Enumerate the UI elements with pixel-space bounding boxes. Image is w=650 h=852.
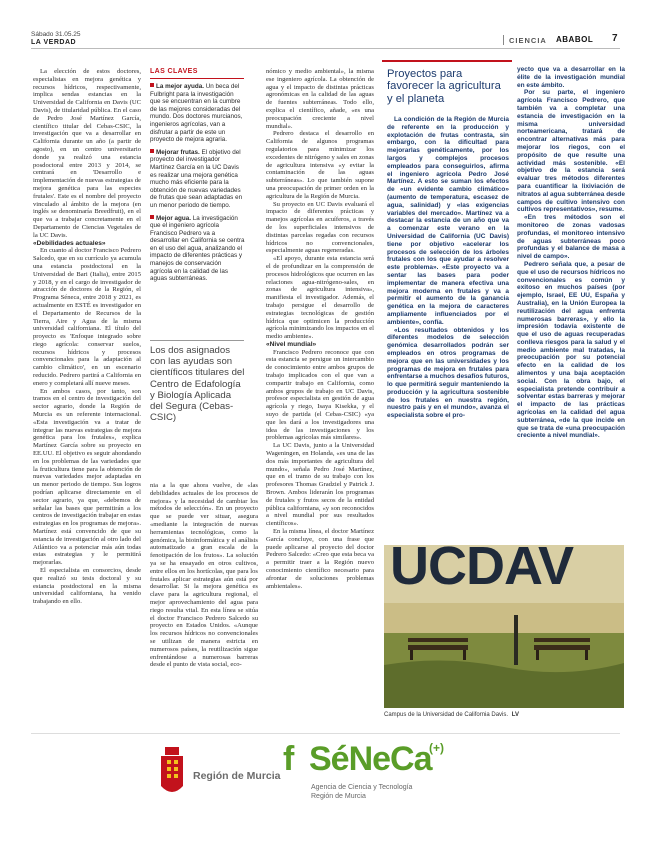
clave-1-key: La mejor ayuda. <box>156 83 204 90</box>
header-newspaper: LA VERDAD <box>31 39 77 46</box>
col1-paragraph-2: En cuanto al doctor Francisco Pedrero Salcedo, que en su currículo ya acumula una estancia postdoctoral en la Universidad de Bari (Italia), entre 2015 y 2018, y en el cargo de investigador de atracción de doctores de la Región, el Programa Séneca, entre 2018 y 2021, es actualmente en ESTÉ es investigador en el Departamento de Recursos de la Tierra, Aire y Agua de la misma universidad californiana. El título del proyecto es 'Enfoque integrado sobre riego agrícola: conservar suelos, recursos hídricos y procesos convencionales para la adaptación al cambio climático', en un escenario reducido. Pedrero partirá a California en enero y completará allí nueve meses. <box>33 247 141 387</box>
col1-paragraph-4: El especialista en consorcios, desde que realizó su tesis doctoral y su estancia postdoctoral en la misma universidad californiana, ha venido trabajando en ello. <box>33 567 141 606</box>
campus-photo <box>384 536 624 708</box>
col5-paragraph-2: Por su parte, el ingeniero agrícola Francisco Pedrero, que también va a completar una estancia de investigación en la misma universidad norteamericana, tratará de encontrar alternativas más para mejorar los riegos, con el propósito de que resulte una actividad más sostenible. «El objetivo de la estancia será evaluar tres métodos diferentes para cuantificar la lixiviación de nitratos al agua subterránea desde campos de cultivo intensivo con cultivos representativos», resume. <box>517 89 625 214</box>
header-date: Sábado 31.05.25 <box>31 31 81 38</box>
clave-2-key: Mejorar frutas. <box>156 148 200 156</box>
feature-title: Proyectos para favorecer la agricultura y el planeta <box>387 68 501 105</box>
col5-paragraph-3: «En tres métodos son el monitoreo de zonas vadosas profundas, el monitoreo intensivo de aguas subterráneas poco profundas y el balance de masa a nivel de campo». <box>517 214 625 261</box>
clave-item-1 <box>150 83 245 144</box>
seneca-superscript: (+) <box>429 741 444 755</box>
footer-rule <box>31 733 620 734</box>
feature-body-paragraph-1: La condición de la Región de Murcia de referente en la producción y explotación de frutas contrasta, sin embargo, con la dificultad para mejorarlas genéticamente, por los largos y complejos procesos empleados para conseguirlos, afirma el ingeniero agrícola Pedro José Martínez. A esto se suman los efectos de «un evidente cambio climático» (aumento de temperatura, escasez de agua, salinidad) y «las exigencias variables del mercado». Martínez va a destacar la estancia de un año que va a comenzar este verano en la Universidad de California (UC Davis) tiene por objetivo «acelerar los procesos de selección de los árboles frutales con los que ayudar a resolver este problema». «Este proyecto va a sentar las bases para poder implementar de manera efectiva una mejora moderna en frutales y va a permitir el aumento de la ganancia genética en la mejora de caracteres ampliamente influenciados por el ambiente», confía. <box>387 116 509 326</box>
col1-intro: La elección de estos doctores, especialistas en mejora genética y recursos hídricos, respectivamente, implica sendas estancias en la Universidad de California en Davis (UC Davis), de titularidad pública. En el caso de Pedro José Martínez García, científico titular del Cebas-CSIC, la investigación que va a desarrollar en California durante un año (a partir de agosto), en un centro universitario donde ya realizó una estancia posdoctoral entre 2013 y 2014, se centrará en 'Desarrollo e implementación de nuevas estrategias de mejora genética para las especies frutales'. Este es el nombre del proyecto vinculado al ámbito de la mejora (en inglés se denominaría Breedfruit), en el que va a trabajar concretamente en el Departamento de Ciencias Vegetales de la UC Davis. <box>33 68 141 239</box>
clave-item-2 <box>150 149 245 210</box>
pull-quote-top-rule <box>150 340 244 341</box>
col3-paragraph-1: nómico y medio ambiental», la misma ese ingeniero agrícola. La obtención de agua y el impacto de distintas prácticas agronómicas en la calidad de las aguas de fuentes subterráneas. Todo ello, explica el científico, añade, «es una preocupación creciente a nivel mundial». <box>266 68 374 130</box>
feature-right-column <box>517 66 625 440</box>
photo-caption-text: Campus de la Universidad de California Davis. <box>384 712 509 718</box>
square-bullet-icon <box>150 215 154 219</box>
header-divider <box>503 35 504 45</box>
feature-body-paragraph-2: «Los resultados obtenidos y los diferentes modelos de selección genómica desarrollados podrán ser empleados en otros programas de mejora que en las universidades y los programas de mejora en frutales para enfrentarse a muchos desafíos futuros, lo que permitirá seguir manteniendo la producción y la agricultura sostenible de los frutales en nuestra región, nuestro país y en el mundo», avanza el especialista sobre el pro- <box>387 326 509 420</box>
clave-item-3 <box>150 215 245 283</box>
clave-3-text: La investigación que el ingeniero agrícola Francisco Pedrero va a desarrollar en California se centra en el uso del agua, analizando el impacto de diferentes prácticas y manejos de conservación agrícola en la calidad de las aguas subterráneas. <box>150 214 245 283</box>
region-de-murcia-crest-icon <box>155 746 189 800</box>
photo-caption <box>384 712 624 718</box>
seneca-logo <box>283 740 483 814</box>
col3-paragraph-3: Su proyecto en UC Davis evaluará el impacto de diferentes prácticas y manejos agrícolas en acuíferos, a través de los superficiales intensivos de distintas parcelas regadas con recursos hídricos no convencionales, especialmente aguas regeneradas. <box>266 200 374 255</box>
claves-list <box>150 83 245 283</box>
feature-top-accent <box>382 60 512 62</box>
photo-sign-text: UCDAV <box>390 536 573 596</box>
photo-credit: LV <box>511 712 519 718</box>
feature-body <box>387 116 509 428</box>
header-supplement: ABABOL <box>556 35 594 44</box>
col3-paragraph-2: Pedrero destaca el desarrollo en California de algunos programas regulatorios para minimizar los excedentes de nitrógeno y sales en zonas de agricultura intensiva «y evitar la contaminación de las aguas subterráneas». Lo que también supone una preocupación de primer orden en la agricultura de la Región de Murcia. <box>266 130 374 200</box>
col3-paragraph-6: La UC Davis, junto a la Universidad Wageningen, en Holanda, «es una de las dos más importantes de agricultura del mundo», señala Pedro José Martínez, que en el tramo de su trabajo con los profesores Thomas Gradziel y Patrick J. Brown. Ambos liderarán los programas de frutales y frutos secos de la entidad pública californiana, «y son reconocidos a nivel mundial por sus resultados científicos». <box>266 442 374 528</box>
col5-paragraph-4: Pedrero señala que, a pesar de que el uso de recursos hídricos no convencionales es común y exitoso en muchos países (por ejemplo, Israel, EE UU, España y Australia), en la Unión Europea la reutilización del agua enfrenta numerosas barreras», y ello la impresión todavía existente de que el uso de aguas recuperadas conlleva riesgos para la salud y el medio ambiente mal tratadas, la preocupación por su potencial efecto en la calidad de los alimentos y una baja aceptación social. Con la obra bajo, el especialista pretende contribuir a solventar estas barreras y mejorar el impacto de las prácticas agrícolas en la calidad del agua subterránea, «de la que incide en que se trata de «una preocupación creciente a nivel mundial». <box>517 260 625 440</box>
square-bullet-icon <box>150 83 154 87</box>
pull-quote: Los dos asignados con las ayudas son científicos titulares del Centro de Edafología y Biología Aplicada del Segura (Cebas-CSIC) <box>150 345 245 424</box>
claves-title: LAS CLAVES <box>150 68 198 75</box>
column-1 <box>33 68 141 648</box>
header-section: CIENCIA <box>509 36 547 45</box>
col1-subheading: «Debilidades actuales» <box>33 239 106 247</box>
seneca-f-mark: f <box>283 740 295 778</box>
seneca-name: SéNeCa <box>309 740 432 778</box>
clave-3-key: Mejor agua. <box>156 214 191 222</box>
col3-subheading: «Nivel mundial» <box>266 340 317 348</box>
header-page-number: 7 <box>612 33 618 44</box>
col5-paragraph-1: yecto que va a desarrollar en la élite de la investigación mundial en este ámbito. <box>517 66 625 89</box>
column-3 <box>266 68 374 648</box>
clave-1-text: Un beca del Fulbright para la investigación que se encuentran en la cumbre de las mejores consideradas del mundo. Dos doctores murcianos, ingenieros agrícolas, van a disfrutar a partir de este un proyecto de mejora agraria. <box>150 83 243 144</box>
seneca-line-1: Agencia de Ciencia y Tecnología <box>311 784 413 791</box>
square-bullet-icon <box>150 149 154 153</box>
region-de-murcia-logo <box>155 742 281 814</box>
header-rule <box>31 48 620 49</box>
claves-title-rule <box>150 78 244 79</box>
col2-paragraph: nia a la que ahora vuelve, de «las debilidades actuales de los procesos de mejora» y la necesidad de cambiar los métodos de selección». En un proyecto que se puede ver situar, asegura «mediante la integración de nuevas herramientas tecnológicas, como la genómica, la bioinformática y el análisis automatizado a gran escala de la fenotipación de los frutos». La solución ya se ha ensayado en otros cultivos, entre ellos en los hortícolas, que para los frutales aplicar estrategias aún está por desarrollar. Si la mejora genética es clave para la agricultura regional, el mejor aprovechamiento del agua para riego resulta vital. En esta línea se sitúa el doctor Francisco Pedrero Salcedo su proyecto en Estados Unidos. «Aunque los recursos hídricos no convencionales se utilizan de manera estricta en numerosos países, la reutilización sigue enfrentándose a numerosas barreras desde el punto de vista social, eco- <box>150 482 258 669</box>
col3-paragraph-4: «El apoyo, durante esta estancia será el de profundizar en la comprensión de procesos hidrológicos que ocurren en las relaciones agua-nitrógeno-sales, en zonas de agricultura intensiva», manifiesta el investigador. Además, el trabajo persigue el desarrollo de estrategias tecnológicas de gestión hídrica que optimicen la producción agrícola minimizando los impactos en el medio ambiente». <box>266 255 374 341</box>
col1-paragraph-3: En ambos casos, por tanto, son tramos en el centro de investigación del sector agrario, donde la Región de Murcia es un referente internacional. «Esta investigación va a tratar de integrar las nuevas estrategias de mejora genética para los frutales», explica Martínez García sobre su proyecto en EE.UU. El objetivo es seguir ahondando en los problemas de las variedades que la fruticultura tiene para la obtención de nuevas variedades mejor adaptadas en un menor periodo de tiempo. Sus logros podrían aplicarse directamente en el sector agrario, ya que, «debemos de señalar las bases que permitirán a los centros de investigación trabajar en estas estrategias en los programas de mejora». Martínez está convencido de que su estancia de investigación al otro lado del Atlántico va a potenciar más aún todas estas estrategias y le permitirá mejorarlas. <box>33 387 141 567</box>
col3-paragraph-5: Francisco Pedrero reconoce que con esta estancia se persigue un intercambio de conocimiento entre ambos grupos de trabajo implicados con el que van a compartir trabajo en California, como ambos grupos de trabajo en UC Davis, profesor especialista en gestión de agua agrícola y riego, Isaya Kisekka, y el suyo de partida (el Cebas-CSIC) «ya que les dará a los investigadores una idea de las investigaciones y los problemas agrícolas más similares». <box>266 348 374 442</box>
col3-paragraph-7: En la misma línea, el doctor Martínez García concluye, con una frase que puede aplicarse al proyecto del doctor Pedrero Salcedo: «Creo que esta beca va a permitir traer a la Región nuevo conocimiento científico necesario para afrontar de soluciones problemas ambientales». <box>266 528 374 590</box>
clave-2-text: El objetivo del proyecto del investigador Martínez García en la UC Davis es realizar una mejora genética mucho más eficiente para la obtención de nuevas variedades de frutas que sean adaptadas en un menor periodo de tiempo. <box>150 148 243 209</box>
region-de-murcia-name: Región de Murcia <box>193 770 281 782</box>
column-2-bottom <box>150 482 258 669</box>
seneca-line-2: Región de Murcia <box>311 793 366 800</box>
